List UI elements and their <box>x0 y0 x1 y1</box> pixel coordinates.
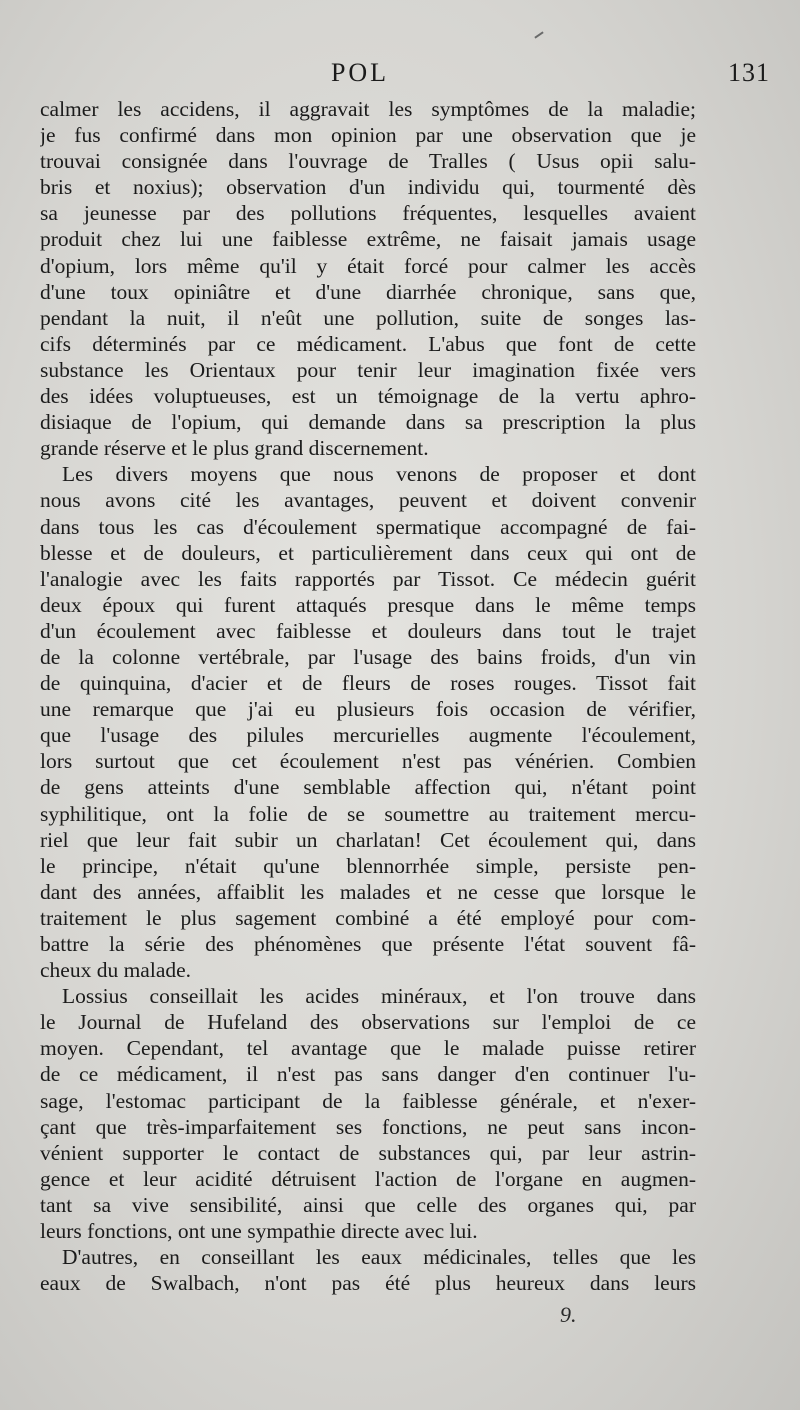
text-line: sage, l'estomac participant de la faiblesse générale, et n'exer- <box>40 1088 696 1113</box>
text-line: que l'usage des pilules mercurielles augmente l'écoulement, <box>40 723 696 748</box>
text-line: de ce médicament, il n'est pas sans danger d'en continuer l'u- <box>40 1062 696 1087</box>
ink-speck <box>534 31 543 38</box>
text-line: nous avons cité les avantages, peuvent et doivent convenir <box>40 488 696 513</box>
text-line: Lossius conseillait les acides minéraux, et l'on trouve dans <box>62 984 696 1009</box>
text-line: produit chez lui une faiblesse extrême, ne faisait jamais usage <box>40 227 696 252</box>
text-line: syphilitique, ont la folie de se soumettre au traitement mercu- <box>40 801 696 826</box>
text-line: d'un écoulement avec faiblesse et douleurs dans tout le trajet <box>40 618 696 643</box>
text-line: çant que très-imparfaitement ses fonctions, ne peut sans incon- <box>40 1114 696 1139</box>
text-line: gence et leur acidité détruisent l'action de l'organe en augmen- <box>40 1166 696 1191</box>
text-line: D'autres, en conseillant les eaux médicinales, telles que les <box>62 1245 696 1270</box>
text-line: eaux de Swalbach, n'ont pas été plus heureux dans leurs <box>40 1271 696 1296</box>
text-line: de quinquina, d'acier et de fleurs de roses rouges. Tissot fait <box>40 671 696 696</box>
text-line: de la colonne vertébrale, par l'usage des bains froids, d'un vin <box>40 644 696 669</box>
page-number: 131 <box>728 58 770 87</box>
text-line: calmer les accidens, il aggravait les symptômes de la maladie; <box>40 97 696 121</box>
text-line: disiaque de l'opium, qui demande dans sa prescription la plus <box>40 410 696 435</box>
text-line: vénient supporter le contact de substances qui, par leur astrin- <box>40 1140 696 1165</box>
text-line: bris et noxius); observation d'un individu qui, tourmenté dès <box>40 175 696 200</box>
text-line: dant des années, affaiblit les malades et ne cesse que lorsque le <box>40 879 696 904</box>
text-line: deux époux qui furent attaqués presque dans le même temps <box>40 592 696 617</box>
text-line: Les divers moyens que nous venons de proposer et dont <box>62 462 696 487</box>
text-line: trouvai consignée dans l'ouvrage de Tralles ( Usus opii salu- <box>40 149 696 174</box>
text-line: de gens atteints d'une semblable affection qui, n'étant point <box>40 775 696 800</box>
text-line: des idées voluptueuses, est un témoignage de la vertu aphro- <box>40 384 696 409</box>
text-line: leurs fonctions, ont une sympathie directe avec lui. <box>40 1219 478 1244</box>
text-line: une remarque que j'ai eu plusieurs fois occasion de vérifier, <box>40 697 696 722</box>
text-line: substance les Orientaux pour tenir leur imagination fixée vers <box>40 357 696 382</box>
signature-mark: 9. <box>560 1302 577 1327</box>
text-line: riel que leur fait subir un charlatan! Cet écoulement qui, dans <box>40 827 696 852</box>
text-line: cheux du malade. <box>40 958 192 983</box>
text-line: sa jeunesse par des pollutions fréquentes, lesquelles avaient <box>40 201 696 226</box>
body-text <box>40 96 696 1296</box>
text-line: blesse et de douleurs, et particulièrement dans ceux qui ont de <box>40 540 696 565</box>
text-line: le Journal de Hufeland des observations sur l'emploi de ce <box>40 1010 696 1035</box>
text-line: traitement le plus sagement combiné a été employé pour com- <box>40 905 696 930</box>
text-line: battre la série des phénomènes que présente l'état souvent fâ- <box>40 932 696 956</box>
text-line: l'analogie avec les faits rapportés par Tissot. Ce médecin guérit <box>40 566 696 591</box>
text-line: cifs déterminés par ce médicament. L'abus que font de cette <box>40 331 696 356</box>
running-head <box>0 58 800 94</box>
text-line: pendant la nuit, il n'eût une pollution, suite de songes las- <box>40 305 696 330</box>
running-head-title: POL <box>330 58 390 87</box>
text-line: d'opium, lors même qu'il y était forcé pour calmer les accès <box>40 253 696 278</box>
text-line: le principe, n'était qu'une blennorrhée simple, persiste pen- <box>40 853 696 878</box>
text-line: d'une toux opiniâtre et d'une diarrhée chronique, sans que, <box>40 279 696 304</box>
text-line: je fus confirmé dans mon opinion par une observation que je <box>40 123 696 148</box>
text-line: grande réserve et le plus grand discernement. <box>40 436 429 461</box>
text-line: tant sa vive sensibilité, ainsi que celle des organes qui, par <box>40 1192 696 1217</box>
text-line: dans tous les cas d'écoulement spermatique accompagné de fai- <box>40 514 696 539</box>
text-line: moyen. Cependant, tel avantage que le malade puisse retirer <box>40 1036 696 1061</box>
text-line: lors surtout que cet écoulement n'est pas vénérien. Combien <box>40 749 696 774</box>
